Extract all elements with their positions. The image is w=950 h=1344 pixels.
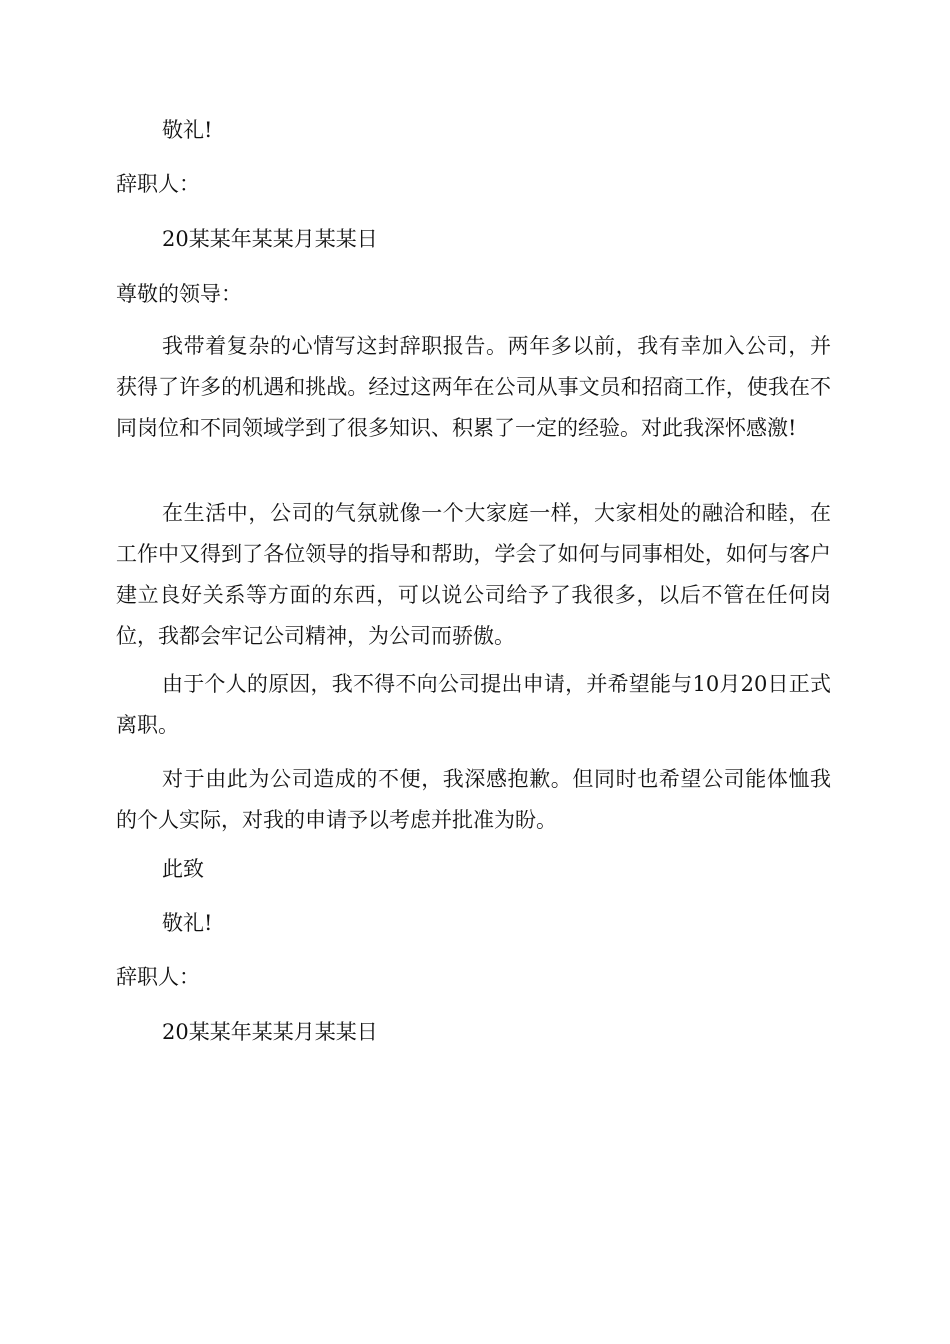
signer-label-top: 辞职人： [116, 172, 200, 196]
closing-phrase: 此致 [162, 857, 204, 881]
date-bottom: 20某某年某某月某某日 [162, 1020, 378, 1044]
date-top: 20某某年某某月某某日 [162, 227, 378, 251]
body-paragraph-2: 在生活中，公司的气氛就像一个大家庭一样，大家相处的融洽和睦，在工作中又得到了各位领导的指导和帮助，学会了如何与同事相处，如何与客户建立良好关系等方面的东西，可以说公司给予了我很多，以后不管在任何岗位，我都会牢记公司精神，为公司而骄傲。 [116, 501, 831, 648]
body-paragraph-1: 我带着复杂的心情写这封辞职报告。两年多以前，我有幸加入公司，并获得了许多的机遇和挑战。经过这两年在公司从事文员和招商工作，使我在不同岗位和不同领域学到了很多知识、积累了一定的经验。对此我深怀感激! [116, 334, 831, 440]
closing-salute-top: 敬礼! [162, 118, 213, 142]
signer-label-bottom: 辞职人： [116, 965, 200, 989]
body-paragraph-3: 由于个人的原因，我不得不向公司提出申请，并希望能与10月20日正式离职。 [116, 672, 831, 737]
body-paragraph-4: 对于由此为公司造成的不便，我深感抱歉。但同时也希望公司能体恤我的个人实际，对我的申请予以考虑并批准为盼。 [116, 767, 831, 832]
closing-salute-bottom: 敬礼! [162, 911, 213, 935]
salutation: 尊敬的领导： [116, 282, 242, 306]
